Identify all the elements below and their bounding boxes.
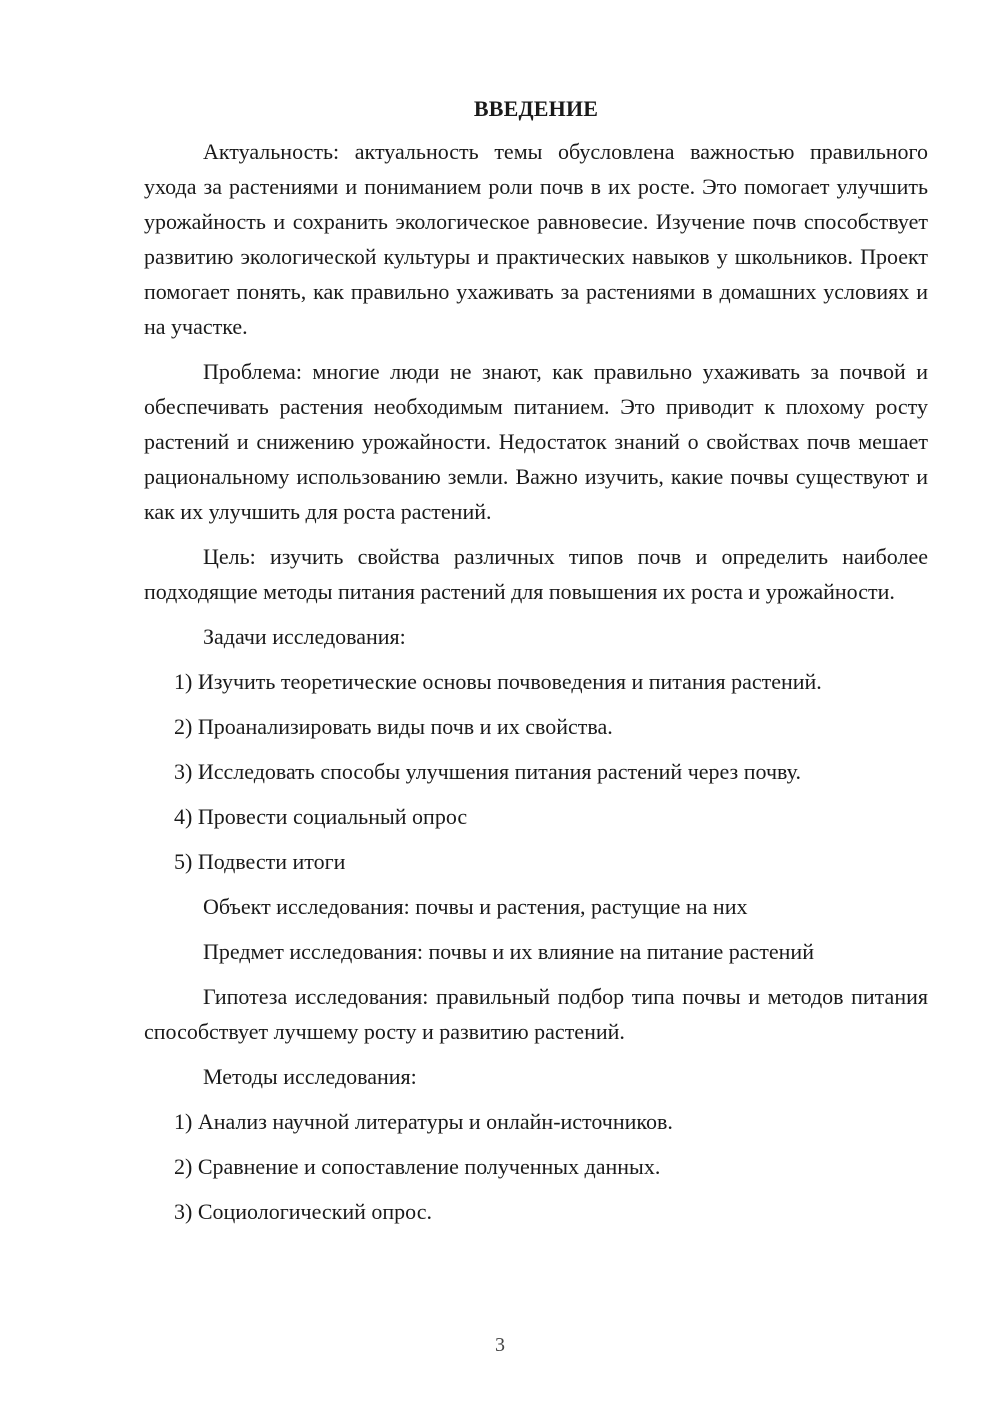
methods-heading: Методы исследования: bbox=[203, 1064, 417, 1089]
task-item: 5) Подвести итоги bbox=[174, 849, 346, 874]
task-item: 2) Проанализировать виды почв и их свойства. bbox=[174, 714, 613, 739]
problem-paragraph: Проблема: многие люди не знают, как правильно ухаживать за почвой и обеспечивать растения необходимым питанием. Это приводит к плохому росту растений и снижению урожайности. Недостаток знаний о свойствах почв мешает рациональному использованию земли. Важно изучить, какие почвы существуют и как их улучшить для роста растений. bbox=[144, 359, 928, 524]
tasks-heading: Задачи исследования: bbox=[203, 624, 406, 649]
method-item: 3) Социологический опрос. bbox=[174, 1199, 432, 1224]
goal-paragraph: Цель: изучить свойства различных типов почв и определить наиболее подходящие методы питания растений для повышения их роста и урожайности. bbox=[144, 544, 928, 604]
page-title: ВВЕДЕНИЕ bbox=[473, 96, 599, 121]
hypothesis-paragraph: Гипотеза исследования: правильный подбор типа почвы и методов питания способствует лучшему росту и развитию растений. bbox=[144, 984, 928, 1044]
method-item: 1) Анализ научной литературы и онлайн-источников. bbox=[174, 1109, 673, 1134]
page-number: 3 bbox=[495, 1334, 505, 1356]
research-object: Объект исследования: почвы и растения, растущие на них bbox=[203, 894, 748, 919]
task-item: 1) Изучить теоретические основы почвоведения и питания растений. bbox=[174, 669, 822, 694]
method-item: 2) Сравнение и сопоставление полученных данных. bbox=[174, 1154, 661, 1179]
document-page bbox=[144, 94, 928, 1239]
task-item: 3) Исследовать способы улучшения питания растений через почву. bbox=[174, 759, 801, 784]
task-item: 4) Провести социальный опрос bbox=[174, 804, 468, 829]
relevance-paragraph: Актуальность: актуальность темы обусловлена важностью правильного ухода за растениями и пониманием роли почв в их росте. Это помогает улучшить урожайность и сохранить экологическое равновесие. Изучение почв способствует развитию экологической культуры и практических навыков у школьников. Проект помогает понять, как правильно ухаживать за растениями в домашних условиях и на участке. bbox=[144, 139, 928, 339]
research-subject: Предмет исследования: почвы и их влияние на питание растений bbox=[203, 939, 814, 964]
